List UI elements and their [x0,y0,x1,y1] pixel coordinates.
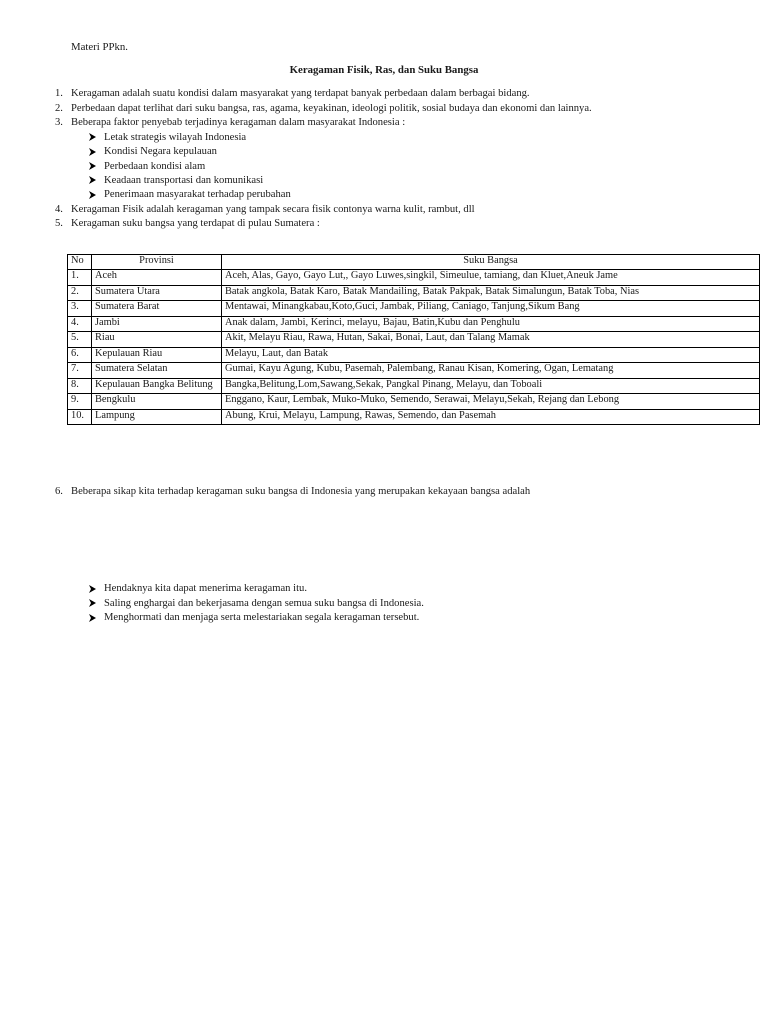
row-suku: Bangka,Belitung,Lom,Sawang,Sekak, Pangkal Pinang, Melayu, dan Toboali [222,378,760,394]
row-provinsi: Kepulauan Riau [92,347,222,363]
row-no: 7. [68,363,92,379]
row-provinsi: Sumatera Utara [92,285,222,301]
row-provinsi: Kepulauan Bangka Belitung [92,378,222,394]
list-item [0,116,768,131]
row-no: 9. [68,394,92,410]
list-number: 1. [55,88,63,99]
factor-text: Perbedaan kondisi alam [104,160,206,172]
list-text: Keragaman suku bangsa yang terdapat di pulau Sumatera : [71,218,320,230]
table-row [68,347,760,363]
row-provinsi: Sumatera Barat [92,301,222,317]
row-suku: Anak dalam, Jambi, Kerinci, melayu, Bajau, Batin,Kubu dan Penghulu [222,316,760,332]
row-suku: Akit, Melayu Riau, Rawa, Hutan, Sakai, Bonai, Laut, dan Talang Mamak [222,332,760,348]
arrowhead-bullet-icon [89,599,96,607]
list-number: 5. [55,218,63,230]
table-row [68,316,760,332]
arrowhead-bullet-icon [89,133,96,141]
arrowhead-bullet-icon [89,191,96,199]
list-number: 2. [55,102,63,114]
row-no: 8. [68,378,92,394]
list-text: Beberapa sikap kita terhadap keragaman suku bangsa di Indonesia yang merupakan kekayaan bangsa adalah [71,486,531,497]
list-item [0,102,768,117]
row-no: 1. [68,270,92,286]
document-title: Keragaman Fisik, Ras, dan Suku Bangsa [289,64,479,76]
table-row [68,285,760,301]
row-suku: Enggano, Kaur, Lembak, Muko-Muko, Semendo, Serawai, Melayu,Sekah, Rejang dan Lebong [222,394,760,410]
arrowhead-bullet-icon [89,176,96,184]
list-item [0,217,768,232]
row-provinsi: Bengkulu [92,394,222,410]
row-no: 3. [68,301,92,317]
subject-label: Materi PPkn. [71,41,128,53]
factor-item [0,131,768,145]
list-text: Keragaman adalah suatu kondisi dalam masyarakat yang terdapat banyak perbedaan dalam berbagai bidang. [71,88,530,99]
list-number: 6. [55,486,63,497]
row-suku: Batak angkola, Batak Karo, Batak Mandailing, Batak Pakpak, Batak Simalungun, Batak Toba, Nias [222,285,760,301]
row-suku: Abung, Krui, Melayu, Lampung, Rawas, Semendo, dan Pasemah [222,409,760,425]
row-provinsi: Aceh [92,270,222,286]
factor-text: Penerimaan masyarakat terhadap perubahan [104,189,291,201]
list-text: Beberapa faktor penyebab terjadinya keragaman dalam masyarakat Indonesia : [71,117,406,129]
header-suku-bangsa: Suku Bangsa [222,255,760,270]
factor-item [0,188,768,202]
factor-text: Letak strategis wilayah Indonesia [104,131,247,143]
list-number: 4. [55,203,63,215]
table-row [68,378,760,394]
row-no: 4. [68,316,92,332]
row-provinsi: Lampung [92,409,222,425]
header-no: No [68,255,92,270]
row-suku: Aceh, Alas, Gayo, Gayo Lut,, Gayo Luwes,singkil, Simeulue, tamiang, dan Kluet,Aneuk Jame [222,270,760,286]
attitude-text: Menghormati dan menjaga serta melestariakan segala keragaman tersebut. [104,612,420,624]
row-provinsi: Riau [92,332,222,348]
table-row [68,363,760,379]
attitude-list [0,582,768,626]
row-suku: Melayu, Laut, dan Batak [222,347,760,363]
row-suku: Mentawai, Minangkabau,Koto,Guci, Jambak, Piliang, Caniago, Tanjung,Sikum Bang [222,301,760,317]
list-item [0,203,768,218]
table-row [68,270,760,286]
factor-text: Kondisi Negara kepulauan [104,146,217,158]
table-row [68,394,760,410]
arrowhead-bullet-icon [89,614,96,622]
numbered-list [0,87,768,232]
row-no: 10. [68,409,92,425]
table-row [68,332,760,348]
row-suku: Gumai, Kayu Agung, Kubu, Pasemah, Palembang, Ranau Kisan, Komering, Ogan, Lematang [222,363,760,379]
arrowhead-bullet-icon [89,148,96,156]
table-row [68,301,760,317]
attitude-text: Hendaknya kita dapat menerima keragaman itu. [104,583,307,594]
list-number: 3. [55,117,63,129]
row-provinsi: Sumatera Selatan [92,363,222,379]
list-text: Perbedaan dapat terlihat dari suku bangsa, ras, agama, keyakinan, ideologi politik, sosial budaya dan ekonomi dan lainnya. [71,102,592,114]
arrowhead-bullet-icon [89,585,96,593]
attitude-item [0,611,768,626]
factor-text: Keadaan transportasi dan komunikasi [104,174,264,186]
factor-item [0,145,768,159]
factor-item [0,174,768,188]
factor-item [0,160,768,174]
table-row [68,409,760,425]
attitude-item [0,597,768,612]
suku-bangsa-table [67,254,760,425]
row-no: 5. [68,332,92,348]
row-no: 6. [68,347,92,363]
list-item [0,87,768,102]
row-provinsi: Jambi [92,316,222,332]
table-header-row [68,255,760,270]
attitude-text: Saling enghargai dan bekerjasama dengan semua suku bangsa di Indonesia. [104,597,424,609]
arrowhead-bullet-icon [89,162,96,170]
list-text: Keragaman Fisik adalah keragaman yang tampak secara fisik contonya warna kulit, rambut, dll [71,203,475,215]
header-provinsi: Provinsi [92,255,222,270]
row-no: 2. [68,285,92,301]
attitude-item [0,582,768,597]
